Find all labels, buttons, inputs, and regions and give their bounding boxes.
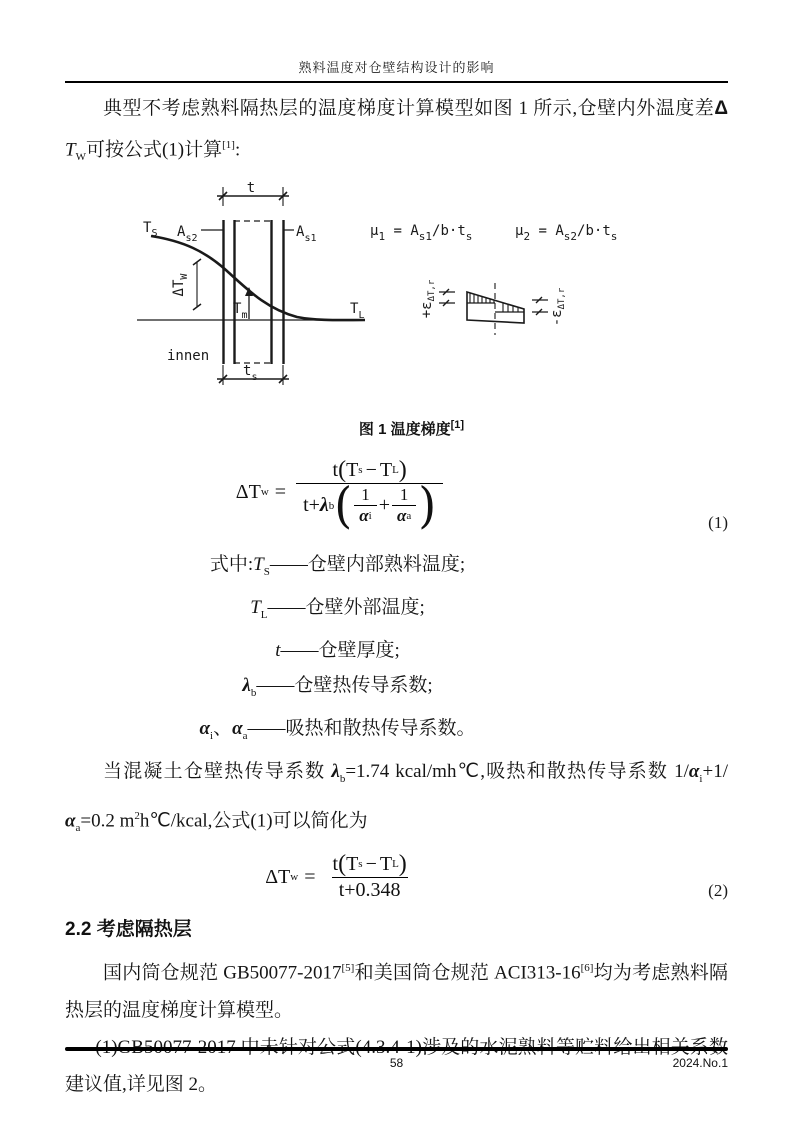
eq2-lhs-sub: w: [290, 871, 299, 884]
eq1-if2-num: 1: [399, 485, 409, 505]
p2-text3: 1/: [674, 761, 689, 783]
p2-text6: h℃/kcal,公式(1)可以简化为: [139, 810, 368, 832]
where-alpha-i: α: [199, 717, 210, 739]
where-dash-2: ——: [267, 596, 306, 618]
paragraph-simplify: [65, 753, 728, 847]
eq1-num-paren-close: ): [398, 457, 407, 484]
eq1-num-paren-open: (: [338, 457, 347, 484]
paragraph-intro: [65, 90, 728, 176]
citation-5: [5]: [341, 962, 355, 975]
footer-rule: [65, 1047, 728, 1051]
equation-2: [65, 851, 728, 903]
p2-alpha-a-sub: a: [75, 822, 81, 835]
figure-labels: [143, 180, 617, 383]
where-t: t: [275, 639, 281, 661]
eq1-inner-frac-2: [392, 485, 416, 526]
where-line-Ts: [65, 547, 610, 590]
eq1-if1-num: 1: [361, 485, 370, 505]
where-Ts-sub: S: [263, 565, 270, 578]
label-ts: $t_s$: [243, 363, 258, 384]
eq1-if2-den: [392, 505, 416, 526]
paragraph-intro-text: 典型不考虑熟料隔热层的温度梯度计算模型如图 1 所示,仓壁内外温度差: [103, 98, 715, 119]
p2-text2: =1.74 kcal/mh℃,吸热和散热传导系数: [345, 761, 675, 783]
where-desc-3: 仓壁厚度;: [318, 639, 400, 661]
eq1-denominator: [296, 476, 443, 534]
paragraph-intro-text2: 可按公式(1)计算: [85, 139, 223, 161]
p2-lambda-sub: b: [339, 773, 346, 786]
citation-1: [1]: [222, 139, 235, 151]
p2-alpha-a: α: [65, 810, 76, 832]
eq1-plus: +: [378, 494, 390, 517]
p2-text5: =0.2 m: [80, 810, 135, 832]
where-desc-4: 仓壁热传导系数;: [294, 674, 433, 696]
symbol-definitions: [65, 547, 728, 753]
var-Tw-sub: W: [75, 151, 86, 164]
running-head-title: 熟料温度对仓壁结构设计的影响: [298, 60, 495, 75]
where-line-alpha: [65, 711, 610, 754]
figure-1: [137, 179, 717, 391]
where-line-t: [65, 633, 610, 668]
paragraph-intro-colon: :: [234, 139, 241, 161]
eq1-lhs-sub: w: [260, 486, 269, 499]
temperature-gradient-diagram: [137, 179, 717, 391]
equation-2-number: (2): [708, 881, 728, 901]
eq2-numerator: [326, 851, 414, 877]
eq1-if2-alpha-sub: a: [406, 510, 412, 523]
figure-1-caption-text: 图 1 温度梯度: [358, 421, 451, 439]
where-TL-sub: L: [260, 608, 268, 621]
eq2-num-TL-sub: L: [392, 858, 399, 871]
eq1-fraction: [296, 457, 443, 534]
p2-alpha-i: α: [688, 761, 700, 783]
figure-1-caption-citation: [1]: [450, 419, 465, 432]
eq2-denominator: t+0.348: [332, 877, 408, 903]
eq1-big-paren-open: (: [334, 476, 353, 534]
eq2-equals: =: [304, 865, 316, 888]
eq2-num-paren-open: (: [338, 851, 347, 878]
p2-squared: 2: [134, 810, 140, 823]
eq1-lhs: ΔT: [235, 480, 261, 503]
eq1-equals: =: [274, 480, 287, 503]
label-TL: $T_L$: [350, 301, 365, 322]
label-dTw: $\Delta T_W$: [171, 273, 190, 297]
citation-6: [6]: [580, 962, 594, 975]
eq1-num-minus: −: [365, 458, 377, 481]
p3-text1: 国内筒仓规范 GB50077-2017: [103, 962, 342, 984]
p3-text3: 均为考虑熟料隔热层的温度梯度计算模型。: [65, 962, 728, 1021]
eq1-den-lambda: λ: [319, 494, 329, 517]
eq1-if2-alpha: α: [397, 506, 407, 526]
equation-1-math: [235, 457, 448, 534]
where-dash-3: ——: [280, 639, 319, 661]
where-dash-4: ——: [256, 674, 295, 696]
page-content: [65, 0, 728, 1103]
eq2-num-TL: T: [379, 852, 393, 875]
eq2-num-Ts: T: [346, 852, 359, 875]
where-dash-5: ——: [247, 717, 286, 739]
label-Ts: $T_S$: [143, 220, 158, 240]
eq1-num-TL: T: [379, 458, 393, 481]
issue-label: 2024.No.1: [672, 1056, 728, 1070]
where-intro: 式中:: [209, 554, 254, 576]
eq2-num-Ts-sub: s: [358, 858, 363, 871]
label-As2: $A_{s2}$: [177, 224, 198, 245]
where-line-TL: [65, 590, 610, 633]
header-rule: [65, 81, 728, 83]
paragraph-codes: [65, 950, 728, 1028]
delta-symbol: Δ: [714, 98, 728, 119]
eq1-num-TL-sub: L: [392, 464, 399, 477]
eq1-big-paren-close: ): [418, 476, 437, 534]
where-line-lambda: [65, 668, 610, 711]
eq1-num-t: t: [332, 458, 339, 481]
equation-2-math: [265, 851, 418, 903]
dim-t-label: t: [246, 180, 256, 197]
equation-1: [65, 449, 728, 535]
p4-text1: (1)GB50077-2017 中未针对公式(4.3.4-1)涉及的水泥熟料等贮料给出相关系数建议值,详见图 2。: [65, 1036, 728, 1095]
where-dash-1: ——: [269, 554, 308, 576]
equation-1-number: (1): [708, 513, 728, 533]
where-alpha-a-sub: a: [242, 729, 248, 742]
where-alpha-a: α: [232, 717, 243, 739]
where-desc-1: 仓壁内部熟料温度;: [307, 554, 466, 576]
formula-mu1: $\mu_1 = A_{s1}/b\cdot t_s$: [370, 223, 473, 244]
formula-mu2: $\mu_2 = A_{s2}/b\cdot t_s$: [515, 223, 618, 244]
section-heading-2-2: 2.2 考虑隔热层: [65, 919, 192, 941]
eq1-num-Ts-sub: s: [358, 464, 363, 477]
where-lambda-sub: b: [250, 686, 257, 699]
eq1-if1-alpha-sub: i: [368, 510, 372, 523]
p2-lambda: λ: [331, 761, 340, 783]
eq1-num-Ts: T: [346, 458, 359, 481]
where-alpha-separator: 、: [213, 717, 233, 739]
var-Tw: T: [65, 139, 76, 161]
eq1-if1-alpha: α: [359, 506, 369, 526]
eq2-num-minus: −: [365, 852, 377, 875]
eq2-num-paren-close: ): [398, 851, 407, 878]
label-innen: innen: [167, 348, 210, 365]
where-TL: T: [250, 596, 261, 618]
label-eps-minus: $-\varepsilon_{\Delta T,r}$: [549, 287, 567, 327]
eq1-if1-den: [354, 505, 376, 526]
eq2-fraction: [326, 851, 414, 903]
page-number: 58: [389, 1056, 404, 1070]
eq1-den-t-plus: t+: [303, 494, 320, 517]
p2-text1: 当混凝土仓壁热传导系数: [103, 761, 332, 783]
label-Tm: $T_m$: [233, 301, 248, 322]
where-lambda: λ: [242, 674, 251, 696]
where-desc-2: 仓壁外部温度;: [305, 596, 425, 618]
where-Ts: T: [253, 554, 264, 576]
eq2-lhs: ΔT: [265, 865, 291, 888]
p3-text2: 和美国筒仓规范 ACI313-16: [354, 962, 581, 984]
p2-text4: +1/: [702, 761, 728, 783]
figure-1-caption: [65, 418, 728, 439]
eq2-num-t: t: [332, 852, 339, 875]
eq1-den-lambda-sub: b: [328, 499, 335, 512]
where-desc-5: 吸热和散热传导系数。: [285, 717, 476, 739]
eq1-inner-frac-1: [354, 485, 376, 526]
where-alpha-i-sub: i: [210, 729, 214, 742]
p2-alpha-i-sub: i: [699, 773, 703, 786]
label-As1: $A_{s1}$: [296, 224, 317, 245]
label-eps-plus: $+\varepsilon_{\Delta T,r}$: [419, 279, 437, 319]
